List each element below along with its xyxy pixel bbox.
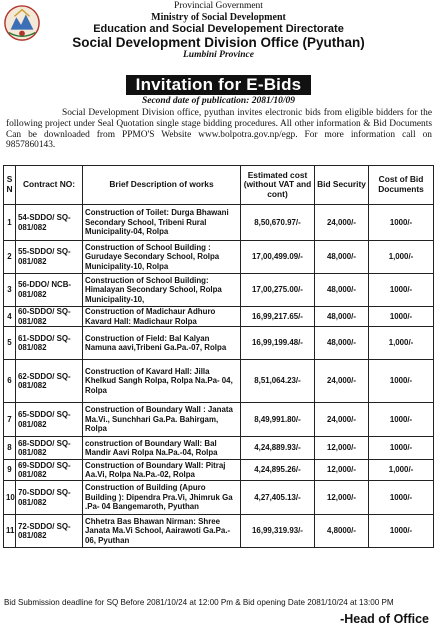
office-name: Social Development Division Office (Pyuthan) <box>72 35 365 50</box>
cell-description: Chhetra Bas Bhawan Nirman: Shree Janata Ma.Vi School, Aairawoti Ga.Pa.- 06, Pyuthan <box>83 515 241 548</box>
cell-security: 12,000/- <box>315 481 369 515</box>
cell-security: 48,000/- <box>315 274 369 307</box>
publication-date: Second date of publication: 2081/10/09 <box>141 96 296 106</box>
cell-description: Construction of Madichaur Adhuro Kavard Hall: Madichaur Rolpa <box>83 307 241 327</box>
cell-contract: 68-SDDO/ SQ-081/082 <box>16 437 83 460</box>
cell-cost: 17,00,499.09/- <box>241 241 315 274</box>
cell-doc-cost: 1000/- <box>369 515 434 548</box>
header-contract: Contract NO: <box>16 166 83 205</box>
header-sn: S N <box>4 166 16 205</box>
cell-cost: 8,51,064.23/- <box>241 360 315 403</box>
cell-security: 12,000/- <box>315 460 369 481</box>
table-row <box>4 274 434 307</box>
cell-cost: 17,00,275.00/- <box>241 274 315 307</box>
cell-doc-cost: 1000/- <box>369 274 434 307</box>
cell-doc-cost: 1000/- <box>369 360 434 403</box>
bids-table <box>3 165 434 548</box>
table-row <box>4 360 434 403</box>
cell-cost: 4,27,405.13/- <box>241 481 315 515</box>
cell-security: 24,000/- <box>315 403 369 437</box>
cell-security: 4,8000/- <box>315 515 369 548</box>
cell-description: Construction of Toilet: Durga Bhawani Secondary School, Tribeni Rural Municipality-04, Rolpa <box>83 205 241 241</box>
province-label: Lumbini Province <box>183 50 254 60</box>
cell-contract: 54-SDDO/ SQ-081/082 <box>16 205 83 241</box>
cell-contract: 62-SDDO/ SQ-081/082 <box>16 360 83 403</box>
cell-doc-cost: 1,000/- <box>369 327 434 360</box>
cell-contract: 69-SDDO/ SQ-081/082 <box>16 460 83 481</box>
cell-contract: 70-SDDO/ SQ-081/082 <box>16 481 83 515</box>
cell-contract: 61-SDDO/ SQ-081/082 <box>16 327 83 360</box>
title-banner <box>0 75 437 95</box>
cell-doc-cost: 1,000/- <box>369 460 434 481</box>
cell-sn: 1 <box>4 205 16 241</box>
cell-security: 48,000/- <box>315 241 369 274</box>
signature: -Head of Office <box>340 612 429 626</box>
cell-contract: 55-SDDO/ SQ-081/082 <box>16 241 83 274</box>
cell-sn: 11 <box>4 515 16 548</box>
table-row <box>4 437 434 460</box>
cell-cost: 8,50,670.97/- <box>241 205 315 241</box>
table-row <box>4 327 434 360</box>
header-bid-doc-cost: Cost of Bid Documents <box>369 166 434 205</box>
cell-security: 12,000/- <box>315 437 369 460</box>
cell-security: 48,000/- <box>315 307 369 327</box>
table-row <box>4 205 434 241</box>
cell-description: Construction of Boundary Wall: Pitraj Aa.Vi, Rolpa Na.Pa.-02, Rolpa <box>83 460 241 481</box>
intro-paragraph: Social Development Division office, pyuthan invites electronic bids from eligible bidders for the following project under Seal Quotation single stage bidding procedures. All other information & Bid Documents Can be downloaded from PPMO'S Website www.bolpotra.gov.np/egp. For more information call on 9857860143. <box>6 108 432 151</box>
cell-doc-cost: 1000/- <box>369 481 434 515</box>
ministry-label: Ministry of Social Development <box>151 12 286 23</box>
cell-description: Construction of School Building: Himalayan Secondary School, Rolpa Municipality-10, <box>83 274 241 307</box>
cell-contract: 72-SDDO/ SQ-081/082 <box>16 515 83 548</box>
provincial-government-label: Provincial Government <box>174 1 263 11</box>
cell-contract: 65-SDDO/ SQ-081/082 <box>16 403 83 437</box>
cell-doc-cost: 1000/- <box>369 403 434 437</box>
table-header-row <box>4 166 434 205</box>
cell-security: 24,000/- <box>315 205 369 241</box>
submission-deadline-note: Bid Submission deadline for SQ Before 2081/10/24 at 12:00 Pm & Bid opening Date 2081/10/24 at 13:00 PM <box>4 598 394 607</box>
cell-description: Construction of Kavard Hall: Jilla Khelkud Sangh Rolpa, Rolpa Na.Pa- 04, Rolpa <box>83 360 241 403</box>
table-row <box>4 403 434 437</box>
cell-description: Construction of Building (Apuro Building ): Dipendra Pra.Vi, Jhimruk Ga .Pa- 04 Bangemaroth, Pyuthan <box>83 481 241 515</box>
cell-doc-cost: 1000/- <box>369 205 434 241</box>
header-bid-security: Bid Security <box>315 166 369 205</box>
cell-sn: 7 <box>4 403 16 437</box>
cell-contract: 56-DDO/ NCB-081/082 <box>16 274 83 307</box>
cell-security: 24,000/- <box>315 360 369 403</box>
cell-sn: 6 <box>4 360 16 403</box>
cell-description: construction of Boundary Wall: Bal Mandir Aavi Rolpa Na.Pa.-04, Rolpa <box>83 437 241 460</box>
cell-sn: 2 <box>4 241 16 274</box>
cell-cost: 16,99,217.65/- <box>241 307 315 327</box>
table-row <box>4 460 434 481</box>
cell-sn: 8 <box>4 437 16 460</box>
cell-sn: 10 <box>4 481 16 515</box>
header-description: Brief Description of works <box>83 166 241 205</box>
cell-security: 48,000/- <box>315 327 369 360</box>
cell-description: Construction of Boundary Wall : Janata Ma.Vi., Sunchhari Ga.Pa. Bahirgam, Rolpa <box>83 403 241 437</box>
table-row <box>4 241 434 274</box>
cell-doc-cost: 1000/- <box>369 307 434 327</box>
cell-doc-cost: 1000/- <box>369 437 434 460</box>
page-title: Invitation for E-Bids <box>126 75 312 95</box>
table-row <box>4 515 434 548</box>
cell-cost: 16,99,199.48/- <box>241 327 315 360</box>
table-row <box>4 481 434 515</box>
nepal-emblem-icon <box>3 4 41 42</box>
cell-description: Construction of Field: Bal Kalyan Namuna aavi,Tribeni Ga.Pa.-07, Rolpa <box>83 327 241 360</box>
cell-sn: 3 <box>4 274 16 307</box>
cell-cost: 4,24,895.26/- <box>241 460 315 481</box>
letterhead <box>0 0 437 74</box>
header-estimated-cost: Estimated cost (without VAT and cont) <box>241 166 315 205</box>
table-row <box>4 307 434 327</box>
cell-sn: 5 <box>4 327 16 360</box>
cell-doc-cost: 1,000/- <box>369 241 434 274</box>
cell-cost: 4,24,889.93/- <box>241 437 315 460</box>
cell-contract: 60-SDDO/ SQ-081/082 <box>16 307 83 327</box>
cell-cost: 8,49,991.80/- <box>241 403 315 437</box>
cell-cost: 16,99,319.93/- <box>241 515 315 548</box>
cell-sn: 9 <box>4 460 16 481</box>
directorate-label: Education and Social Developement Directorate <box>93 23 344 35</box>
cell-description: Construction of School Building : Gurudaye Secondary School, Rolpa Municipality-10, Rolpa <box>83 241 241 274</box>
cell-sn: 4 <box>4 307 16 327</box>
